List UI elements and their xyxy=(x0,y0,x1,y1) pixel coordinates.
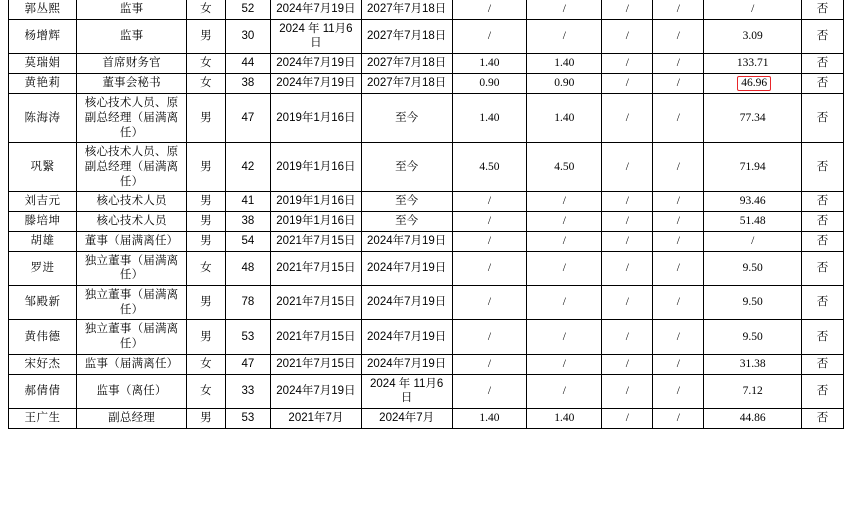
cell-start-date: 2021年7月15日 xyxy=(271,354,362,374)
cell-start-date: 2021年7月 xyxy=(271,409,362,429)
cell-end-shares: 1.40 xyxy=(527,54,602,74)
cell-end-date: 至今 xyxy=(361,192,452,212)
cell-pay: 3.09 xyxy=(704,19,802,53)
cell-related-pay: 否 xyxy=(801,212,843,232)
table-row xyxy=(9,251,844,285)
cell-gender: 女 xyxy=(187,0,226,19)
cell-end-shares: 0.90 xyxy=(527,73,602,93)
cell-pay xyxy=(704,73,802,93)
cell-age: 41 xyxy=(225,192,270,212)
cell-gender: 女 xyxy=(187,251,226,285)
cell-end-shares: / xyxy=(527,286,602,320)
cell-role: 独立董事（届满离任） xyxy=(77,286,187,320)
personnel-table xyxy=(8,0,844,429)
highlighted-value: 46.96 xyxy=(737,76,771,91)
cell-begin-shares: / xyxy=(452,286,527,320)
cell-gender: 女 xyxy=(187,54,226,74)
cell-end-date: 2024年7月19日 xyxy=(361,286,452,320)
cell-name: 巩繄 xyxy=(9,143,77,192)
cell-begin-shares: 0.90 xyxy=(452,73,527,93)
cell-related-pay: 否 xyxy=(801,0,843,19)
cell-begin-shares: / xyxy=(452,19,527,53)
cell-begin-shares: / xyxy=(452,212,527,232)
cell-end-shares: 1.40 xyxy=(527,94,602,143)
cell-related-pay: 否 xyxy=(801,192,843,212)
cell-role: 核心技术人员、原副总经理（届满离任） xyxy=(77,94,187,143)
cell-begin-shares: 4.50 xyxy=(452,143,527,192)
cell-name: 黄伟德 xyxy=(9,320,77,354)
cell-age: 33 xyxy=(225,374,270,408)
cell-role: 独立董事（届满离任） xyxy=(77,320,187,354)
cell-gender: 男 xyxy=(187,212,226,232)
cell-change: / xyxy=(602,143,653,192)
cell-start-date: 2024年7月19日 xyxy=(271,73,362,93)
table-body xyxy=(9,0,844,428)
cell-pay: 93.46 xyxy=(704,192,802,212)
cell-change: / xyxy=(602,409,653,429)
cell-age: 38 xyxy=(225,212,270,232)
cell-change: / xyxy=(602,73,653,93)
cell-begin-shares: / xyxy=(452,320,527,354)
table-row xyxy=(9,354,844,374)
cell-begin-shares: / xyxy=(452,354,527,374)
cell-reason: / xyxy=(653,94,704,143)
cell-change: / xyxy=(602,54,653,74)
cell-reason: / xyxy=(653,54,704,74)
table-row xyxy=(9,192,844,212)
cell-name: 邹殿新 xyxy=(9,286,77,320)
cell-age: 42 xyxy=(225,143,270,192)
cell-name: 郭丛熙 xyxy=(9,0,77,19)
cell-end-shares: / xyxy=(527,320,602,354)
cell-begin-shares: 1.40 xyxy=(452,409,527,429)
cell-pay: 9.50 xyxy=(704,286,802,320)
table-row xyxy=(9,374,844,408)
cell-start-date: 2021年7月15日 xyxy=(271,231,362,251)
cell-end-date: 2027年7月18日 xyxy=(361,73,452,93)
cell-change: / xyxy=(602,286,653,320)
cell-end-shares: / xyxy=(527,192,602,212)
cell-name: 胡雄 xyxy=(9,231,77,251)
cell-related-pay: 否 xyxy=(801,73,843,93)
cell-age: 47 xyxy=(225,354,270,374)
cell-begin-shares: / xyxy=(452,192,527,212)
cell-pay: 51.48 xyxy=(704,212,802,232)
cell-reason: / xyxy=(653,19,704,53)
cell-end-date: 2027年7月18日 xyxy=(361,54,452,74)
cell-related-pay: 否 xyxy=(801,354,843,374)
cell-related-pay: 否 xyxy=(801,19,843,53)
cell-end-shares: / xyxy=(527,0,602,19)
cell-gender: 男 xyxy=(187,231,226,251)
cell-pay: 31.38 xyxy=(704,354,802,374)
cell-role: 副总经理 xyxy=(77,409,187,429)
cell-name: 刘吉元 xyxy=(9,192,77,212)
cell-age: 48 xyxy=(225,251,270,285)
cell-start-date: 2021年7月15日 xyxy=(271,251,362,285)
cell-end-date: 至今 xyxy=(361,143,452,192)
cell-name: 郝倩倩 xyxy=(9,374,77,408)
table-row xyxy=(9,409,844,429)
cell-related-pay: 否 xyxy=(801,251,843,285)
cell-age: 78 xyxy=(225,286,270,320)
cell-age: 30 xyxy=(225,19,270,53)
cell-change: / xyxy=(602,19,653,53)
cell-end-shares: 1.40 xyxy=(527,409,602,429)
cell-change: / xyxy=(602,192,653,212)
cell-related-pay: 否 xyxy=(801,320,843,354)
cell-role: 董事会秘书 xyxy=(77,73,187,93)
cell-change: / xyxy=(602,94,653,143)
cell-reason: / xyxy=(653,192,704,212)
cell-related-pay: 否 xyxy=(801,143,843,192)
cell-pay: 71.94 xyxy=(704,143,802,192)
cell-gender: 女 xyxy=(187,73,226,93)
cell-name: 莫瑞娟 xyxy=(9,54,77,74)
cell-pay: 9.50 xyxy=(704,251,802,285)
cell-pay: 9.50 xyxy=(704,320,802,354)
table-row xyxy=(9,143,844,192)
cell-end-date: 2027年7月18日 xyxy=(361,0,452,19)
cell-end-shares: / xyxy=(527,374,602,408)
cell-age: 52 xyxy=(225,0,270,19)
cell-change: / xyxy=(602,212,653,232)
cell-pay: / xyxy=(704,231,802,251)
cell-reason: / xyxy=(653,231,704,251)
cell-role: 监事（离任） xyxy=(77,374,187,408)
cell-reason: / xyxy=(653,251,704,285)
cell-name: 黄艳莉 xyxy=(9,73,77,93)
cell-gender: 男 xyxy=(187,409,226,429)
cell-end-date: 至今 xyxy=(361,212,452,232)
cell-start-date: 2019年1月16日 xyxy=(271,192,362,212)
cell-reason: / xyxy=(653,212,704,232)
cell-age: 44 xyxy=(225,54,270,74)
table-row xyxy=(9,320,844,354)
cell-end-date: 2027年7月18日 xyxy=(361,19,452,53)
cell-begin-shares: / xyxy=(452,0,527,19)
table-row xyxy=(9,231,844,251)
cell-name: 王广生 xyxy=(9,409,77,429)
cell-end-date: 至今 xyxy=(361,94,452,143)
cell-start-date: 2024 年 11月6日 xyxy=(271,19,362,53)
cell-end-date: 2024 年 11月6日 xyxy=(361,374,452,408)
cell-reason: / xyxy=(653,286,704,320)
cell-related-pay: 否 xyxy=(801,231,843,251)
table-row xyxy=(9,0,844,19)
cell-begin-shares: 1.40 xyxy=(452,54,527,74)
cell-related-pay: 否 xyxy=(801,374,843,408)
cell-end-date: 2024年7月19日 xyxy=(361,320,452,354)
cell-reason: / xyxy=(653,409,704,429)
cell-role: 核心技术人员 xyxy=(77,192,187,212)
cell-reason: / xyxy=(653,73,704,93)
cell-change: / xyxy=(602,0,653,19)
cell-gender: 男 xyxy=(187,192,226,212)
cell-role: 监事（届满离任） xyxy=(77,354,187,374)
cell-end-date: 2024年7月19日 xyxy=(361,251,452,285)
cell-gender: 男 xyxy=(187,94,226,143)
cell-role: 核心技术人员、原副总经理（届满离任） xyxy=(77,143,187,192)
cell-related-pay: 否 xyxy=(801,54,843,74)
cell-reason: / xyxy=(653,320,704,354)
cell-start-date: 2019年1月16日 xyxy=(271,94,362,143)
cell-begin-shares: 1.40 xyxy=(452,94,527,143)
cell-pay: 7.12 xyxy=(704,374,802,408)
cell-reason: / xyxy=(653,143,704,192)
cell-begin-shares: / xyxy=(452,231,527,251)
cell-name: 罗进 xyxy=(9,251,77,285)
cell-reason: / xyxy=(653,374,704,408)
cell-role: 首席财务官 xyxy=(77,54,187,74)
cell-name: 宋好杰 xyxy=(9,354,77,374)
cell-end-shares: 4.50 xyxy=(527,143,602,192)
cell-related-pay: 否 xyxy=(801,409,843,429)
table-row xyxy=(9,94,844,143)
cell-related-pay: 否 xyxy=(801,286,843,320)
cell-start-date: 2021年7月15日 xyxy=(271,320,362,354)
cell-gender: 女 xyxy=(187,354,226,374)
cell-name: 滕培坤 xyxy=(9,212,77,232)
cell-start-date: 2024年7月19日 xyxy=(271,374,362,408)
cell-gender: 女 xyxy=(187,374,226,408)
cell-end-shares: / xyxy=(527,19,602,53)
table-row xyxy=(9,73,844,93)
cell-gender: 男 xyxy=(187,143,226,192)
cell-related-pay: 否 xyxy=(801,94,843,143)
cell-role: 独立董事（届满离任） xyxy=(77,251,187,285)
cell-gender: 男 xyxy=(187,19,226,53)
cell-change: / xyxy=(602,374,653,408)
cell-begin-shares: / xyxy=(452,251,527,285)
cell-gender: 男 xyxy=(187,320,226,354)
cell-end-shares: / xyxy=(527,251,602,285)
table-row xyxy=(9,19,844,53)
cell-reason: / xyxy=(653,0,704,19)
cell-change: / xyxy=(602,251,653,285)
cell-start-date: 2019年1月16日 xyxy=(271,143,362,192)
cell-change: / xyxy=(602,320,653,354)
cell-role: 核心技术人员 xyxy=(77,212,187,232)
table-row xyxy=(9,54,844,74)
table-row xyxy=(9,212,844,232)
cell-age: 47 xyxy=(225,94,270,143)
cell-end-shares: / xyxy=(527,354,602,374)
cell-end-date: 2024年7月19日 xyxy=(361,231,452,251)
cell-end-date: 2024年7月19日 xyxy=(361,354,452,374)
cell-end-shares: / xyxy=(527,231,602,251)
cell-change: / xyxy=(602,231,653,251)
cell-age: 53 xyxy=(225,409,270,429)
cell-change: / xyxy=(602,354,653,374)
cell-start-date: 2021年7月15日 xyxy=(271,286,362,320)
cell-role: 监事 xyxy=(77,0,187,19)
cell-pay: 77.34 xyxy=(704,94,802,143)
cell-pay: 133.71 xyxy=(704,54,802,74)
cell-pay: 44.86 xyxy=(704,409,802,429)
table-row xyxy=(9,286,844,320)
cell-start-date: 2024年7月19日 xyxy=(271,54,362,74)
cell-end-date: 2024年7月 xyxy=(361,409,452,429)
cell-role: 监事 xyxy=(77,19,187,53)
cell-end-shares: / xyxy=(527,212,602,232)
cell-age: 53 xyxy=(225,320,270,354)
cell-name: 陈海涛 xyxy=(9,94,77,143)
cell-gender: 男 xyxy=(187,286,226,320)
cell-age: 54 xyxy=(225,231,270,251)
cell-start-date: 2019年1月16日 xyxy=(271,212,362,232)
cell-reason: / xyxy=(653,354,704,374)
cell-name: 杨增辉 xyxy=(9,19,77,53)
cell-start-date: 2024年7月19日 xyxy=(271,0,362,19)
cell-role: 董事（届满离任） xyxy=(77,231,187,251)
cell-pay: / xyxy=(704,0,802,19)
cell-age: 38 xyxy=(225,73,270,93)
cell-begin-shares: / xyxy=(452,374,527,408)
